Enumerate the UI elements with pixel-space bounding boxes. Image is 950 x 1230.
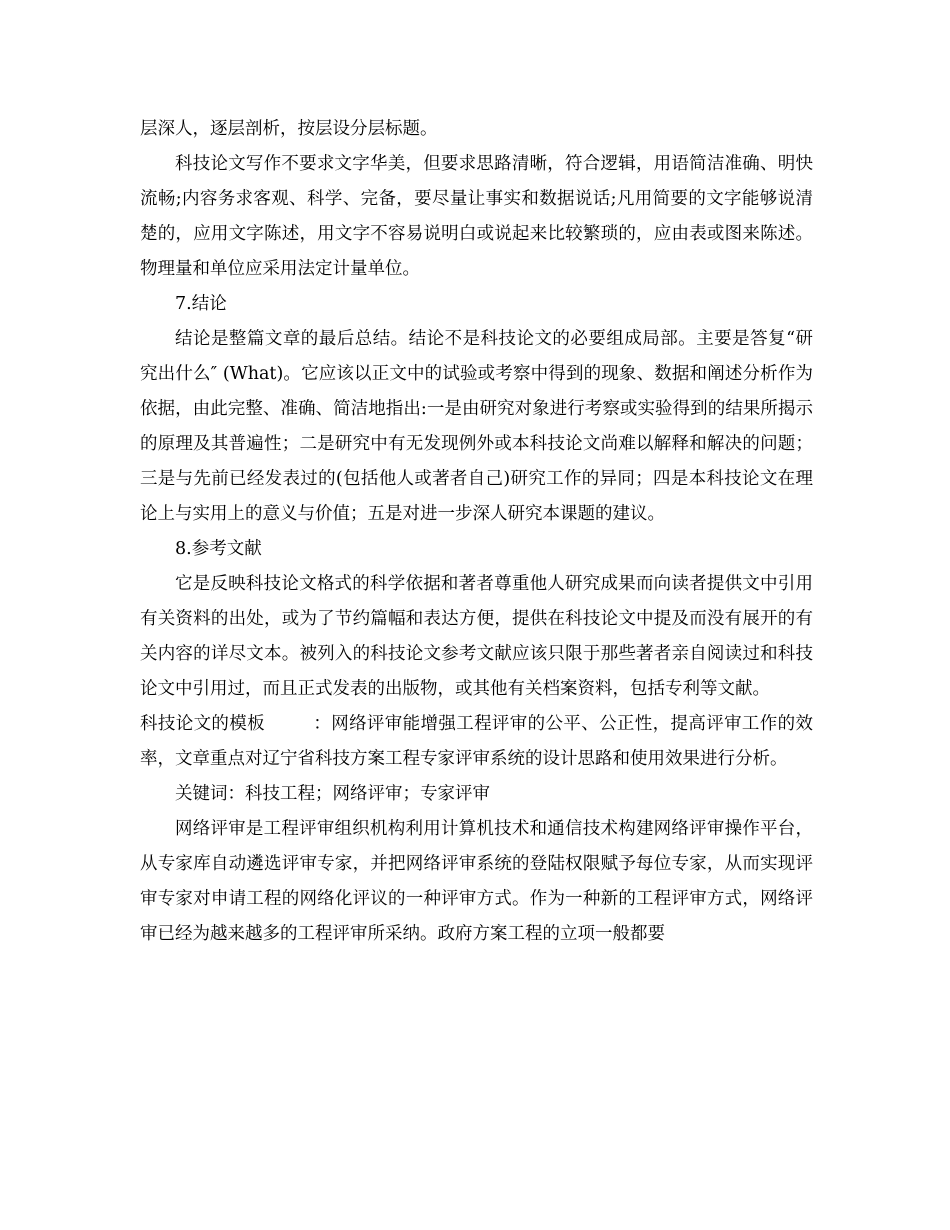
paragraph-keywords: 关键词：科技工程；网络评审；专家评审 <box>175 784 490 804</box>
template-text: ：网络评审能增强工程评审的公平、公正性，提高评审工作的效率，文章重点对辽宁省科技方案工程专家评审系统的设计思路和使用效果进行分析。 <box>140 714 813 769</box>
paragraph-writing-style: 科技论文写作不要求文字华美，但要求思路清晰，符合逻辑，用语简洁准确、明快流畅;内容务求客观、科学、完备，要尽量让事实和数据说话;凡用简要的文字能够说清楚的，应用文字陈述，用文字不容易说明白或说起来比较繁琐的，应由表或图来陈述。物理量和单位应采用法定计量单位。 <box>140 154 813 279</box>
section-heading-references: 8.参考文献 <box>175 539 262 559</box>
section-heading-conclusion: 7.结论 <box>175 294 227 314</box>
document-body <box>140 112 813 952</box>
paragraph-network-review: 网络评审是工程评审组织机构利用计算机技术和通信技术构建网络评审操作平台，从专家库自动遴选评审专家，并把网络评审系统的登陆权限赋予每位专家，从而实现评审专家对申请工程的网络化评议的一种评审方式。作为一种新的工程评审方式，网络评审已经为越来越多的工程评审所采纳。政府方案工程的立项一般都要 <box>140 819 813 944</box>
paragraph-references: 它是反映科技论文格式的科学依据和著者尊重他人研究成果而向读者提供文中引用有关资料的出处，或为了节约篇幅和表达方便，提供在科技论文中提及而没有展开的有关内容的详尽文本。被列入的科技论文参考文献应该只限于那些著者亲自阅读过和科技论文中引用过，而且正式发表的出版物，或其他有关档案资料，包括专利等文献。 <box>140 574 813 699</box>
paragraph-template-abstract <box>140 707 813 777</box>
paragraph-conclusion: 结论是整篇文章的最后总结。结论不是科技论文的必要组成局部。主要是答复“研究出什么″ (What)。它应该以正文中的试验或考察中得到的现象、数据和阐述分析作为依据，由此完整、准确、简洁地指出:一是由研究对象进行考察或实验得到的结果所揭示的原理及其普遍性；二是研究中有无发现例外或本科技论文尚难以解释和解决的问题；三是与先前已经发表过的(包括他人或著者自己)研究工作的异同；四是本科技论文在理论上与实用上的意义与价值；五是对进一步深人研究本课题的建议。 <box>140 329 813 524</box>
template-label: 科技论文的模板 <box>140 714 265 734</box>
paragraph-intro-fragment: 层深人，逐层剖析，按层设分层标题。 <box>140 119 438 139</box>
